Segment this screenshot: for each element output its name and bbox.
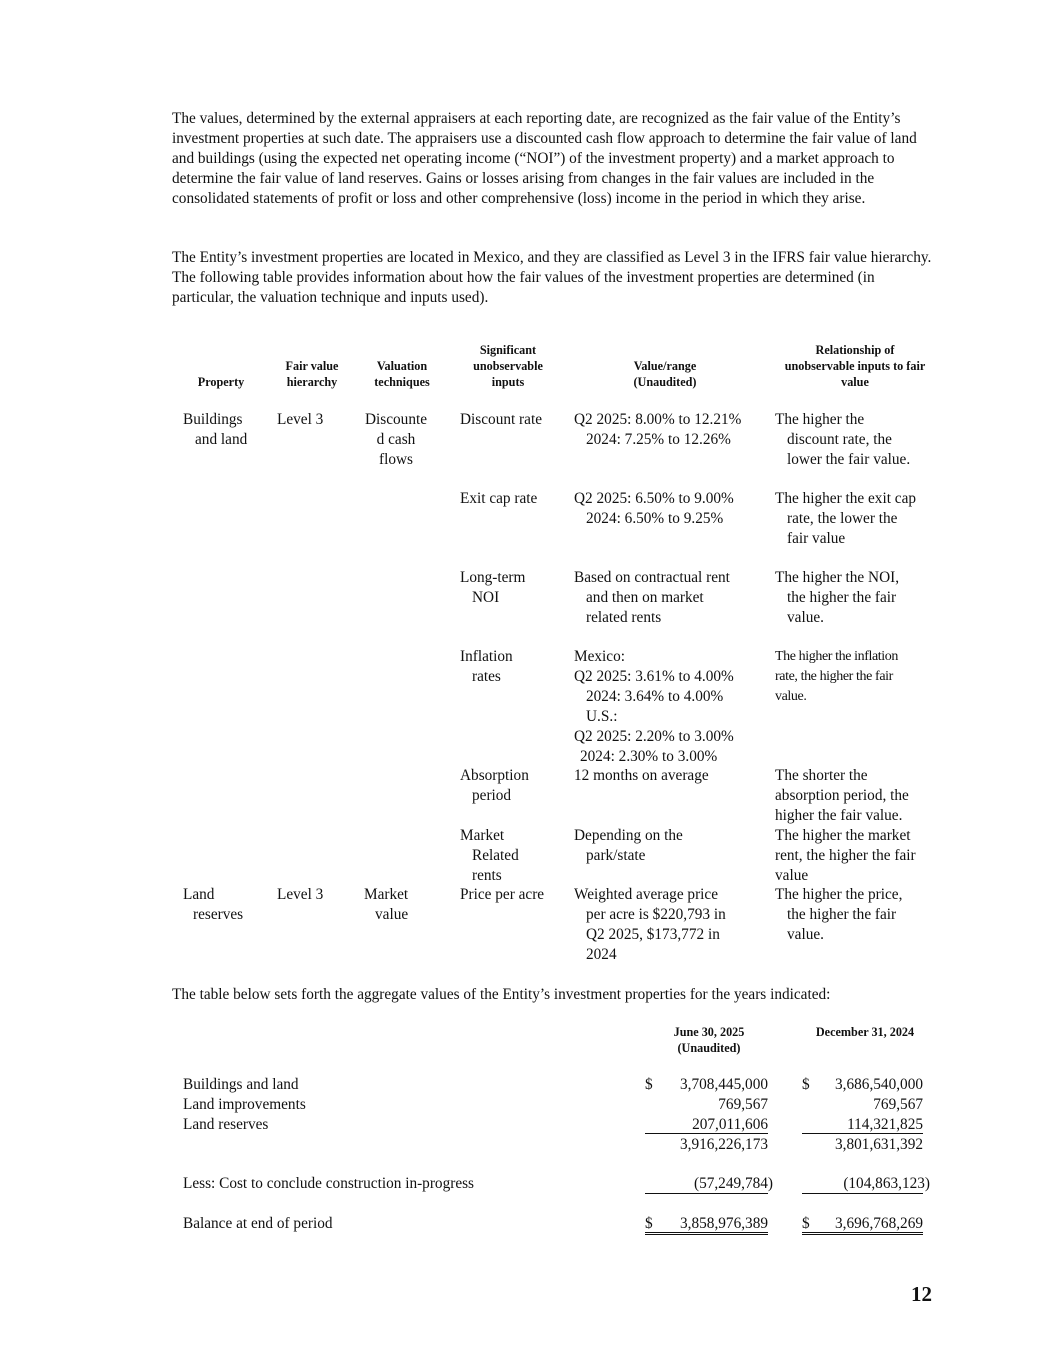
value-june-buildings: 3,708,445,000 (680, 1076, 768, 1093)
value-price-per-acre: Weighted average price per acre is $220,793 in Q2 2025, $173,772 in 2024 (574, 886, 726, 963)
underline (645, 1193, 768, 1194)
property-land-reserves: Land reserves (183, 886, 244, 923)
value-june-less-cost: (57,249,784) (693, 1175, 773, 1192)
relation-price-per-acre: The higher the price, the higher the fair value. (775, 886, 903, 943)
relation-inflation-rates: The higher the inflation rate, the higher the fair value. (775, 649, 898, 704)
header-fair-value-hierarchy: Fair value hierarchy (285, 359, 339, 389)
value-june-balance: 3,858,976,389 (680, 1215, 768, 1232)
header-significant-inputs: Significant unobservable inputs (473, 343, 543, 389)
relation-absorption-period: The shorter the absorption period, the higher the fair value. (775, 767, 909, 824)
intro-paragraph-1: The values, determined by the external appraisers at each reporting date, are recognized as the fair value of the Entity’s investment properties at such date. The appraisers use a discounted cash flow approach to determine the fair value of land and buildings (using the expected net operating income (“NOI”) of the investment property) and a market approach to determine the fair value of land reserves. Gains or losses arising from changes in the fair values are included in the consolidated statements of profit or loss and other comprehensive (loss) income in the period in which they arise. (172, 110, 917, 207)
hierarchy-land: Level 3 (277, 886, 324, 903)
row-label-less-cost: Less: Cost to conclude construction in-progress (183, 1175, 475, 1192)
row-label-balance: Balance at end of period (183, 1215, 333, 1232)
relation-market-related-rents: The higher the market rent, the higher the fair value (775, 827, 916, 884)
input-long-term-noi: Long-term NOI (460, 569, 526, 606)
relation-long-term-noi: The higher the NOI, the higher the fair value. (775, 569, 900, 626)
header-valuation-techniques: Valuation techniques (374, 359, 430, 389)
value-absorption-period: 12 months on average (574, 767, 709, 784)
aggregate-intro: The table below sets forth the aggregate values of the Entity’s investment properties for the years indicated: (172, 986, 831, 1003)
value-june-subtotal: 3,916,226,173 (680, 1136, 768, 1153)
value-dec-improvements: 769,567 (873, 1096, 923, 1113)
value-dec-balance: 3,696,768,269 (835, 1215, 923, 1232)
value-june-land-reserves: 207,011,606 (692, 1116, 768, 1133)
value-discount-rate: Q2 2025: 8.00% to 12.21% 2024: 7.25% to 12.26% (574, 411, 742, 448)
value-june-improvements: 769,567 (718, 1096, 768, 1113)
currency-symbol: $ (802, 1215, 810, 1232)
input-market-related-rents: Market Related rents (460, 827, 519, 884)
input-exit-cap-rate: Exit cap rate (460, 490, 538, 507)
value-long-term-noi: Based on contractual rent and then on market related rents (574, 569, 730, 626)
technique-land: Market value (364, 886, 409, 923)
row-label-buildings-and-land: Buildings and land (183, 1076, 299, 1093)
value-dec-buildings: 3,686,540,000 (835, 1076, 923, 1093)
currency-symbol: $ (802, 1076, 810, 1093)
aggregate-header-june-2025: June 30, 2025 (Unaudited) (673, 1025, 745, 1055)
header-property: Property (197, 375, 245, 389)
input-absorption-period: Absorption period (460, 767, 529, 804)
value-dec-subtotal: 3,801,631,392 (835, 1136, 923, 1153)
relation-exit-cap-rate: The higher the exit cap rate, the lower the fair value (775, 490, 917, 547)
value-dec-less-cost: (104,863,123) (843, 1175, 930, 1192)
value-dec-land-reserves: 114,321,825 (847, 1116, 923, 1133)
input-inflation-rates: Inflation rates (460, 648, 513, 685)
header-value-range: Value/range (Unaudited) (633, 359, 697, 389)
double-underline (645, 1232, 768, 1235)
header-relationship: Relationship of unobservable inputs to fair value (784, 343, 926, 389)
input-discount-rate: Discount rate (460, 411, 542, 428)
underline (802, 1193, 923, 1194)
row-label-land-improvements: Land improvements (183, 1096, 306, 1113)
page-number: 12 (911, 1282, 932, 1306)
row-label-land-reserves: Land reserves (183, 1116, 269, 1133)
value-inflation-rates: Mexico: Q2 2025: 3.61% to 4.00% 2024: 3.64% to 4.00% U.S.: Q2 2025: 2.20% to 3.00% 2024: 2.30% to 3.00% (574, 648, 734, 765)
currency-symbol: $ (645, 1076, 653, 1093)
underline (802, 1133, 923, 1134)
hierarchy-buildings: Level 3 (277, 411, 324, 428)
currency-symbol: $ (645, 1215, 653, 1232)
technique-buildings: Discounte d cash flows (364, 411, 428, 468)
double-underline (802, 1232, 923, 1235)
input-price-per-acre: Price per acre (460, 886, 545, 903)
value-exit-cap-rate: Q2 2025: 6.50% to 9.00% 2024: 6.50% to 9.25% (574, 490, 734, 527)
relation-discount-rate: The higher the discount rate, the lower the fair value. (775, 411, 911, 468)
underline (645, 1133, 768, 1134)
value-market-related-rents: Depending on the park/state (574, 827, 683, 864)
property-buildings-and-land: Buildings and land (183, 411, 248, 448)
aggregate-header-dec-2024: December 31, 2024 (815, 1025, 915, 1039)
intro-paragraph-2: The Entity’s investment properties are located in Mexico, and they are classified as Level 3 in the IFRS fair value hierarchy. The following table provides information about how the fair values of the investment properties are determined (in particular, the valuation technique and inputs used). (172, 249, 932, 306)
